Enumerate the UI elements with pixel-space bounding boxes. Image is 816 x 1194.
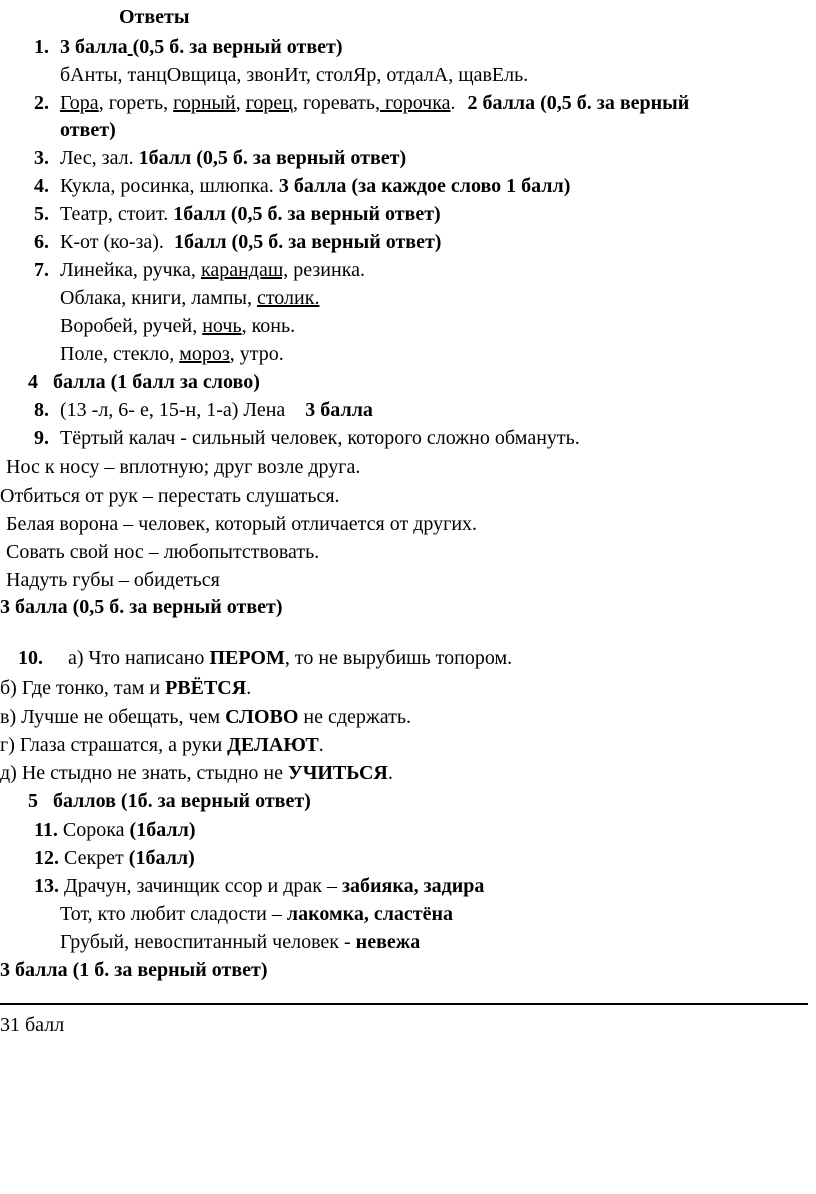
answer-2-word-4: , горочка	[374, 92, 451, 114]
answer-11	[34, 818, 195, 842]
answer-7-row-3-tail: , конь.	[241, 315, 296, 337]
answer-2-sep-3: горевать	[298, 92, 375, 114]
answer-5-text: Театр, стоит.	[60, 203, 174, 225]
answer-13-row-1	[34, 874, 484, 898]
answer-2-score-cont: ответ)	[60, 119, 116, 141]
answer-1-header	[34, 35, 343, 59]
answer-10-c-text: в) Лучше не обещать, чем	[0, 706, 226, 728]
answer-10-c-tail: не сдержать.	[298, 706, 411, 728]
answer-12-text: Секрет	[59, 847, 129, 869]
answer-11-number: 11.	[34, 819, 58, 841]
answer-4	[34, 174, 570, 198]
answer-7-row-1	[34, 258, 365, 282]
answer-5	[34, 202, 441, 226]
answer-10-b-text: б) Где тонко, там и	[0, 677, 166, 699]
answer-12	[34, 846, 195, 870]
answer-1-score: 3 балла	[60, 36, 128, 58]
answer-7-row-4-odd-word: мороз	[179, 343, 230, 365]
answer-6-score: 1балл (0,5 б. за верный ответ)	[173, 231, 442, 253]
answer-7-row-2-odd-word: столик.	[256, 287, 320, 309]
answer-7-row-4	[60, 342, 284, 366]
total-divider	[0, 1003, 808, 1005]
answer-10-a-tail: , то не вырубишь топором.	[284, 647, 513, 669]
answer-10-b-word: РВЁТСЯ	[165, 677, 247, 699]
answer-13-row-2-text: Тот, кто любит сладости –	[60, 903, 287, 925]
answer-7-row-3-odd-word: ночь	[202, 315, 242, 337]
answer-9-idiom-1: Тёртый калач - сильный человек, которого сложно обмануть.	[60, 427, 580, 449]
answer-10-a	[18, 646, 512, 670]
answer-7-row-1-odd-word: карандаш,	[200, 259, 289, 281]
answer-9-idiom-6: Надуть губы – обидеться	[6, 569, 220, 591]
answer-10-score: 5 баллов (1б. за верный ответ)	[28, 790, 311, 812]
answer-10-d-tail: .	[318, 734, 324, 756]
answer-9-idiom-5: Совать свой нос – любопытствовать.	[6, 541, 320, 563]
answer-4-number: 4.	[34, 175, 49, 197]
answer-13-row-3-text: Грубый, невоспитанный человек -	[60, 931, 356, 953]
answer-10-e-tail: .	[387, 762, 393, 784]
answer-7-row-3	[60, 314, 295, 338]
answer-8	[34, 398, 373, 422]
answer-3	[34, 146, 406, 170]
answer-10-c-word: СЛОВО	[225, 706, 299, 728]
answer-2	[34, 91, 689, 115]
answer-6	[34, 230, 441, 254]
answer-2-sep-2: ,	[235, 92, 246, 114]
answer-10-d-word: ДЕЛАЮТ	[227, 734, 319, 756]
answer-10-e-word: УЧИТЬСЯ	[288, 762, 388, 784]
answer-13-score: 3 балла (1 б. за верный ответ)	[0, 959, 268, 981]
answer-6-number: 6.	[34, 231, 49, 253]
answer-7-number: 7.	[34, 259, 49, 281]
answer-10-b	[0, 676, 251, 700]
answer-10-c	[0, 705, 411, 729]
answer-10-a-word: ПЕРОМ	[209, 647, 285, 669]
answer-7-score: 4 балла (1 балл за слово)	[28, 371, 260, 393]
answer-8-score: 3 балла	[305, 399, 373, 421]
answer-13-row-1-text: Драчун, зачинщик ссор и драк –	[59, 875, 342, 897]
total-score: 31 балл	[0, 1014, 65, 1036]
answer-7-row-4-tail: , утро.	[229, 343, 284, 365]
answer-7-row-4-text: Поле, стекло,	[60, 343, 180, 365]
answer-2-number: 2.	[34, 92, 49, 114]
answer-7-row-3-text: Воробей, ручей,	[60, 315, 203, 337]
answer-9-line-1	[34, 426, 580, 450]
answer-3-text: Лес, зал.	[60, 147, 139, 169]
answer-9-number: 9.	[34, 427, 49, 449]
answer-13-row-2-answer: лакомка, сластёна	[286, 903, 454, 925]
answer-10-e-text: д) Не стыдно не знать, стыдно не	[0, 762, 289, 784]
answer-12-score: (1балл)	[128, 847, 195, 869]
answer-4-text: Кукла, росинка, шлюпка.	[60, 175, 279, 197]
answer-8-text: (13 -л, 6- е, 15-н, 1-а) Лена	[60, 399, 286, 421]
answer-7-row-1-tail: резинка.	[288, 259, 365, 281]
answer-2-score: 2 балла (0,5 б. за верный	[467, 92, 690, 114]
answer-13-row-3-answer: невежа	[355, 931, 421, 953]
answer-3-score: 1балл (0,5 б. за верный ответ)	[138, 147, 407, 169]
answer-4-score: 3 балла (за каждое слово 1 балл)	[278, 175, 571, 197]
answer-1-score-note: (0,5 б. за верный ответ)	[132, 36, 343, 58]
answer-6-text: К-от (ко-за).	[60, 231, 174, 253]
answer-9-idiom-3: Отбиться от рук – перестать слушаться.	[0, 485, 340, 507]
answer-13-number: 13.	[34, 875, 59, 897]
answer-10-e	[0, 761, 393, 785]
answer-13-row-3	[60, 930, 420, 954]
page-title: Ответы	[119, 6, 190, 28]
answer-9-idiom-4: Белая ворона – человек, который отличается от других.	[6, 513, 478, 535]
answer-10-d-text: г) Глаза страшатся, а руки	[0, 734, 228, 756]
answer-7-row-2	[60, 286, 319, 310]
answer-13-row-1-answer: забияка, задира	[341, 875, 485, 897]
answer-2-word-2: горный	[173, 92, 236, 114]
answer-11-text: Сорока	[57, 819, 130, 841]
answer-12-number: 12.	[34, 847, 59, 869]
answer-7-row-1-text: Линейка, ручка,	[60, 259, 201, 281]
answer-10-a-text: а) Что написано	[68, 647, 210, 669]
answer-13-row-2	[60, 902, 453, 926]
answer-3-number: 3.	[34, 147, 49, 169]
answer-10-d	[0, 733, 324, 757]
answer-11-score: (1балл)	[129, 819, 196, 841]
answer-2-sep-4: .	[450, 92, 456, 114]
answer-10-b-tail: .	[246, 677, 252, 699]
answer-1-text: бАнты, танцОвщица, звонИт, столЯр, отдалА, щавЕль.	[60, 64, 529, 86]
answer-2-word-1: Гора	[60, 92, 99, 114]
answer-1-number: 1.	[34, 36, 49, 58]
answer-8-number: 8.	[34, 399, 49, 421]
answer-10-number: 10.	[18, 647, 43, 669]
answer-2-word-3: горец,	[245, 92, 298, 114]
answer-5-score: 1балл (0,5 б. за верный ответ)	[173, 203, 441, 225]
answer-5-number: 5.	[34, 203, 49, 225]
answer-9-score: 3 балла (0,5 б. за верный ответ)	[0, 596, 283, 618]
answer-2-sep-1: , гореть,	[98, 92, 174, 114]
answer-7-row-2-text: Облака, книги, лампы,	[60, 287, 257, 309]
answer-9-idiom-2: Нос к носу – вплотную; друг возле друга.	[6, 456, 361, 478]
